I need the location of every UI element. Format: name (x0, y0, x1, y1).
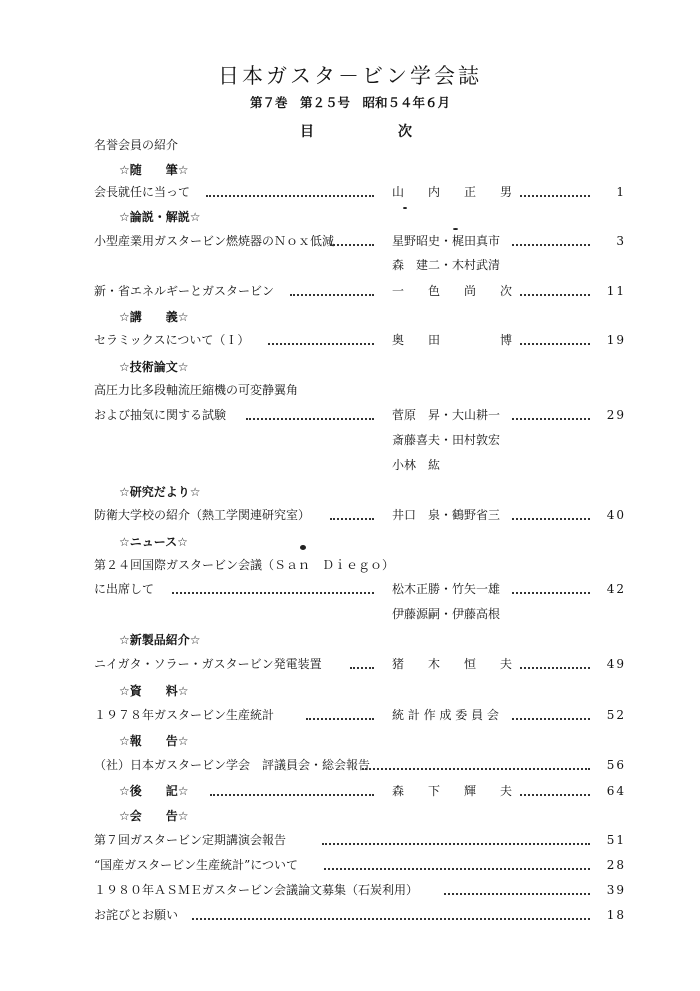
dot-leader (330, 518, 374, 520)
section-news: ☆ニュース☆ (119, 535, 188, 549)
entry-title: お詫びとお願い (94, 908, 179, 922)
dot-leader (362, 768, 590, 770)
section-essay: ☆随 筆☆ (119, 163, 189, 177)
section-lecture: ☆講 義☆ (119, 310, 189, 324)
dot-leader (246, 418, 374, 420)
section-paper: ☆技術論文☆ (119, 360, 189, 374)
entry-page: 40 (606, 508, 626, 522)
entry-author: 山 内 正 男 (392, 185, 513, 199)
scan-speck (453, 228, 458, 230)
entry-author-2: 森 建二・木村武清 (392, 258, 501, 272)
entry-author-2: 斎藤喜夫・田村敦宏 (392, 433, 501, 447)
entry-title: １９７８年ガスタービン生産統計 (94, 708, 275, 722)
entry-title: セラミックスについて（Ｉ） (94, 333, 250, 347)
entry-page: 11 (606, 284, 626, 298)
toc-heading (300, 121, 412, 141)
dot-leader (330, 244, 374, 246)
entry-author-3: 小林 紘 (392, 458, 441, 472)
entry-author: 奥 田 博 (392, 333, 513, 347)
entry-author: 猪 木 恒 夫 (392, 657, 513, 671)
scan-speck (300, 545, 306, 550)
entry-author: 一 色 尚 次 (392, 284, 513, 298)
entry-title: 会長就任に当って (94, 185, 191, 199)
entry-title: 第７回ガスタービン定期講演会報告 (94, 833, 287, 847)
dot-leader (520, 667, 590, 669)
dot-leader (444, 893, 590, 895)
dot-leader (206, 195, 374, 197)
entry-title: 防衛大学校の紹介（熱工学関連研究室） (94, 508, 311, 522)
dot-leader (322, 843, 590, 845)
entry-title: （社）日本ガスタービン学会 評議員会・総会報告 (94, 758, 371, 772)
entry-title: 第２４回国際ガスタービン会議（Ｓａｎ Ｄｉｅｇｏ） (94, 558, 395, 572)
entry-page: 64 (606, 784, 626, 798)
entry-page: 29 (606, 408, 626, 422)
entry-page: 42 (606, 582, 626, 596)
entry-page: 39 (606, 883, 626, 897)
intro-text: 名誉会員の紹介 (94, 138, 179, 152)
dot-leader (290, 294, 374, 296)
dot-leader (324, 868, 590, 870)
dot-leader (512, 592, 590, 594)
dot-leader (350, 667, 374, 669)
section-report: ☆報 告☆ (119, 734, 189, 748)
entry-author: 井口 泉・鶴野省三 (392, 508, 501, 522)
section-notice: ☆会 告☆ (119, 809, 189, 823)
section-product: ☆新製品紹介☆ (119, 633, 201, 647)
entry-page: 19 (606, 333, 626, 347)
entry-title: ニイガタ・ソラー・ガスタービン発電装置 (94, 657, 322, 671)
entry-author: 菅原 昇・大山耕一 (392, 408, 501, 422)
issue-line: 第７巻 第２５号 昭和５４年６月 (249, 95, 450, 110)
entry-page: 56 (606, 758, 626, 772)
dot-leader (210, 794, 374, 796)
entry-page: 49 (606, 657, 626, 671)
entry-page: 18 (606, 908, 626, 922)
dot-leader (520, 794, 590, 796)
entry-author: 森 下 輝 夫 (392, 784, 513, 798)
section-review: ☆論説・解説☆ (119, 210, 201, 224)
entry-author: 松木正勝・竹矢一雄 (392, 582, 501, 596)
section-lab: ☆研究だより☆ (119, 485, 201, 499)
section-data: ☆資 料☆ (119, 684, 189, 698)
toc-heading-2: 次 (398, 124, 412, 140)
entry-title-2: および抽気に関する試験 (94, 408, 227, 422)
dot-leader (512, 244, 590, 246)
dot-leader (520, 195, 590, 197)
entry-title: １９８０年ＡＳＭＥガスタービン会議論文募集（石炭利用） (94, 883, 419, 897)
dot-leader (306, 718, 374, 720)
dot-leader (512, 518, 590, 520)
dot-leader (520, 294, 590, 296)
entry-author-2: 伊藤源嗣・伊藤高根 (392, 607, 501, 621)
entry-page: 1 (616, 185, 626, 199)
entry-title: 新・省エネルギーとガスタービン (94, 284, 275, 298)
entry-page: 28 (606, 858, 626, 872)
entry-title: “国産ガスタービン生産統計”について (94, 858, 299, 872)
entry-title: 高圧力比多段軸流圧縮機の可変静翼角 (94, 383, 299, 397)
entry-author: 星野昭史・梶田真市 (392, 234, 501, 248)
scan-speck (403, 207, 407, 209)
entry-page: 51 (606, 833, 626, 847)
dot-leader (512, 718, 590, 720)
journal-title: 日本ガスタ－ビン学会誌 (218, 64, 482, 88)
toc-heading-1: 目 (300, 124, 314, 140)
entry-page: 52 (606, 708, 626, 722)
entry-title: 小型産業用ガスタービン燃焼器のＮｏｘ低減 (94, 234, 335, 248)
dot-leader (268, 343, 374, 345)
dot-leader (520, 343, 590, 345)
entry-page: 3 (616, 234, 626, 248)
dot-leader (192, 918, 590, 920)
section-postscript: ☆後 記☆ (119, 784, 189, 798)
dot-leader (512, 418, 590, 420)
entry-author: 統 計 作 成 委 員 会 (392, 708, 499, 722)
dot-leader (172, 592, 374, 594)
entry-title-2: に出席して (94, 582, 155, 596)
